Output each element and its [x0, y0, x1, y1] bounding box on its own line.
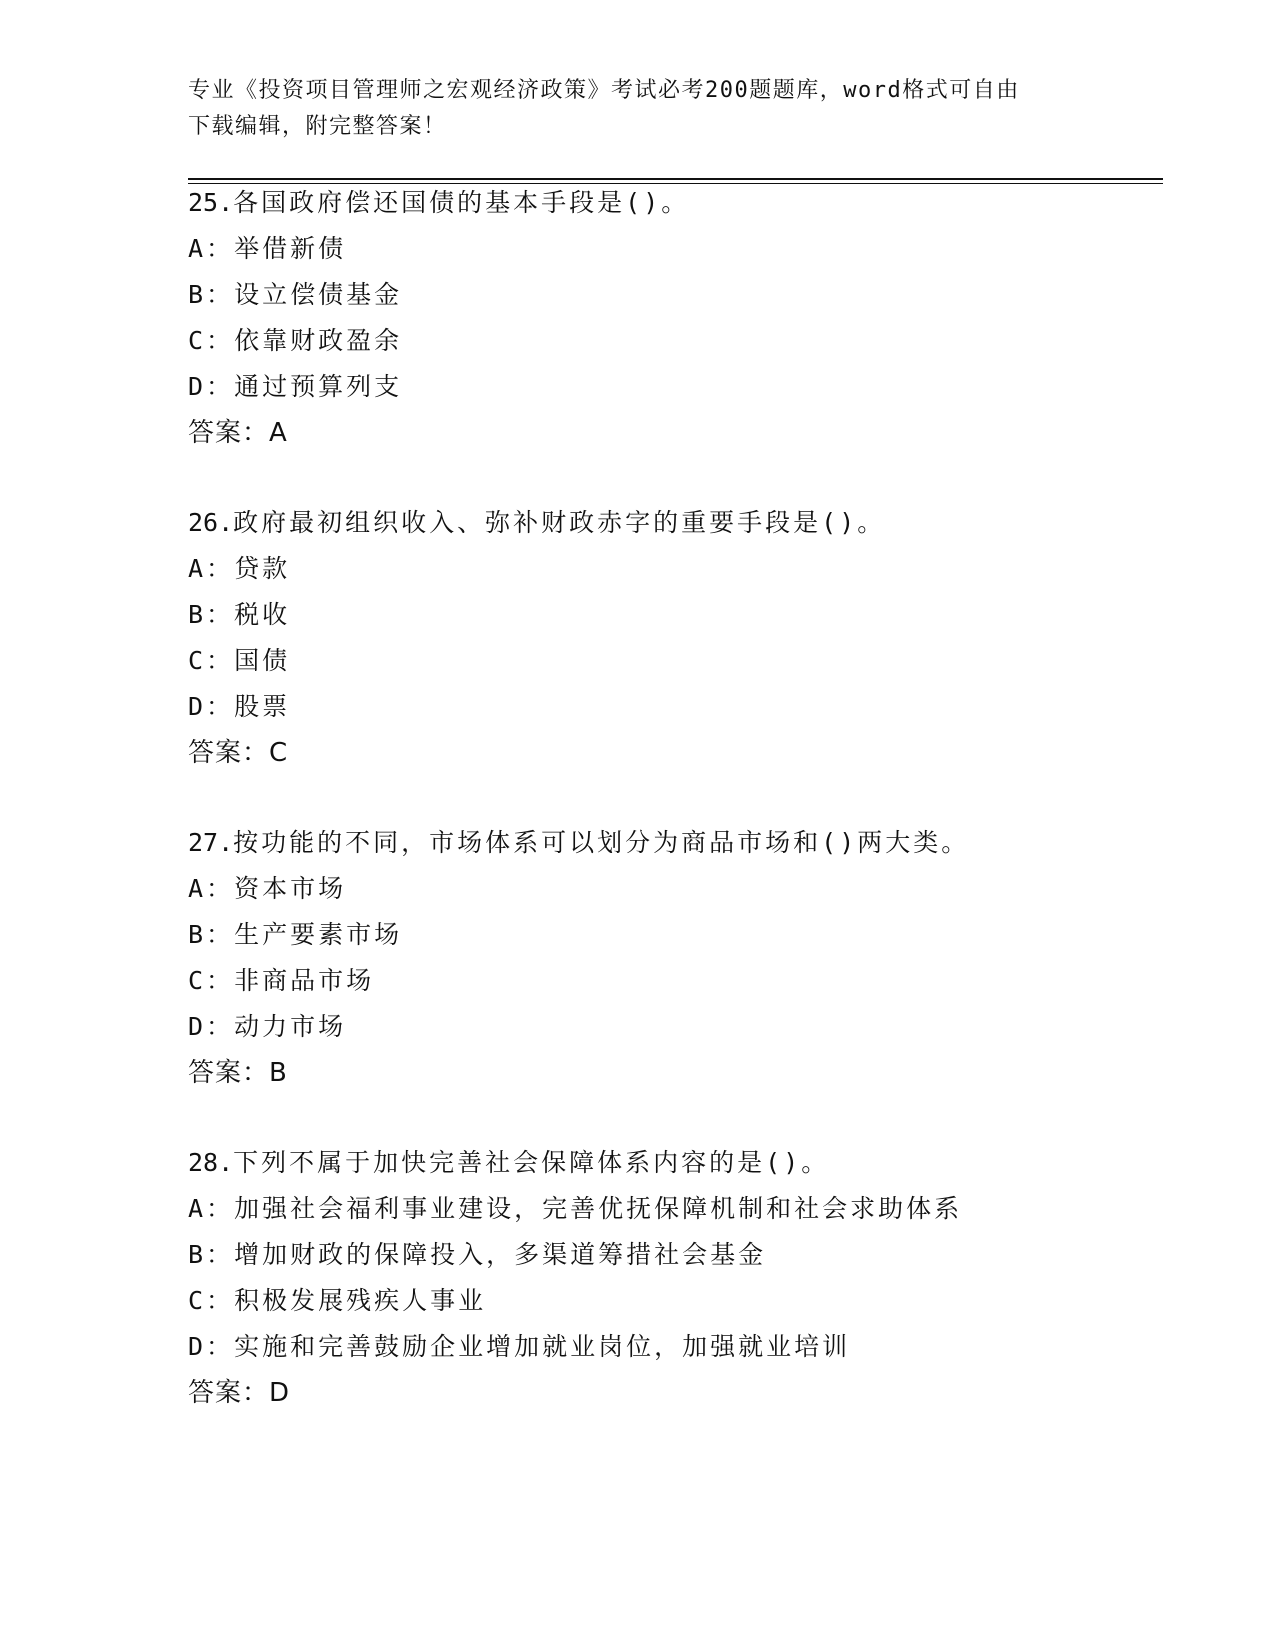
- option-b: [188, 272, 1148, 318]
- option-key: A：: [188, 234, 235, 263]
- option-a: [188, 226, 1148, 272]
- option-a: [188, 546, 1148, 592]
- answer: [188, 730, 1148, 776]
- question-stem: [188, 500, 1148, 546]
- option-b: [188, 1232, 1148, 1278]
- option-key: C：: [188, 1286, 235, 1315]
- option-key: B：: [188, 280, 235, 309]
- question-text: 政府最初组织收入、弥补财政赤字的重要手段是()。: [233, 508, 886, 537]
- header-line-2: 下载编辑，附完整答案！: [188, 114, 447, 139]
- option-key: C：: [188, 646, 235, 675]
- answer-label: 答案：: [188, 738, 270, 768]
- question-text: 按功能的不同，市场体系可以划分为商品市场和()两大类。: [233, 828, 970, 857]
- question-block: [188, 820, 1148, 1096]
- answer-value: B: [269, 1058, 288, 1088]
- option-d: [188, 364, 1148, 410]
- question-text: 各国政府偿还国债的基本手段是()。: [233, 188, 690, 217]
- option-a: [188, 866, 1148, 912]
- answer-label: 答案：: [188, 1058, 270, 1088]
- option-key: A：: [188, 1194, 235, 1223]
- option-text: 资本市场: [234, 874, 347, 903]
- option-c: [188, 638, 1148, 684]
- answer: [188, 1370, 1148, 1416]
- option-text: 设立偿债基金: [234, 280, 403, 309]
- option-d: [188, 684, 1148, 730]
- document-header: [188, 73, 1078, 145]
- question-number: 26.: [188, 508, 234, 537]
- option-text: 生产要素市场: [234, 920, 403, 949]
- option-text: 动力市场: [234, 1012, 347, 1041]
- answer-label: 答案：: [188, 1378, 270, 1408]
- option-key: A：: [188, 874, 235, 903]
- answer-value: A: [269, 418, 288, 448]
- option-key: B：: [188, 1240, 235, 1269]
- option-text: 实施和完善鼓励企业增加就业岗位，加强就业培训: [234, 1332, 851, 1361]
- option-key: C：: [188, 326, 235, 355]
- answer-value: C: [269, 738, 289, 768]
- option-key: C：: [188, 966, 235, 995]
- option-key: A：: [188, 554, 235, 583]
- option-text: 加强社会福利事业建设，完善优抚保障机制和社会求助体系: [234, 1194, 963, 1223]
- option-key: D：: [188, 1332, 235, 1361]
- question-block: [188, 1140, 1148, 1416]
- question-number: 28.: [188, 1148, 234, 1177]
- option-text: 股票: [234, 692, 291, 721]
- option-text: 非商品市场: [234, 966, 375, 995]
- option-key: B：: [188, 600, 235, 629]
- answer: [188, 1050, 1148, 1096]
- option-key: D：: [188, 372, 235, 401]
- option-text: 通过预算列支: [234, 372, 403, 401]
- question-number: 25.: [188, 188, 234, 217]
- option-key: B：: [188, 920, 235, 949]
- option-c: [188, 958, 1148, 1004]
- answer-label: 答案：: [188, 418, 270, 448]
- question-stem: [188, 820, 1148, 866]
- option-text: 国债: [234, 646, 291, 675]
- option-key: D：: [188, 692, 235, 721]
- option-text: 税收: [234, 600, 291, 629]
- option-text: 贷款: [234, 554, 291, 583]
- question-stem: [188, 180, 1148, 226]
- option-b: [188, 592, 1148, 638]
- question-stem: [188, 1140, 1148, 1186]
- option-d: [188, 1324, 1148, 1370]
- option-a: [188, 1186, 1148, 1232]
- question-text: 下列不属于加快完善社会保障体系内容的是()。: [233, 1148, 830, 1177]
- option-text: 增加财政的保障投入，多渠道筹措社会基金: [234, 1240, 767, 1269]
- question-block: [188, 180, 1148, 456]
- answer-value: D: [269, 1378, 291, 1408]
- header-line-1: 专业《投资项目管理师之宏观经济政策》考试必考200题题库，word格式可自由: [188, 78, 1020, 103]
- question-block: [188, 500, 1148, 776]
- option-c: [188, 318, 1148, 364]
- question-number: 27.: [188, 828, 234, 857]
- option-key: D：: [188, 1012, 235, 1041]
- answer: [188, 410, 1148, 456]
- option-text: 依靠财政盈余: [234, 326, 403, 355]
- option-text: 举借新债: [234, 234, 347, 263]
- option-c: [188, 1278, 1148, 1324]
- option-text: 积极发展残疾人事业: [234, 1286, 487, 1315]
- option-d: [188, 1004, 1148, 1050]
- option-b: [188, 912, 1148, 958]
